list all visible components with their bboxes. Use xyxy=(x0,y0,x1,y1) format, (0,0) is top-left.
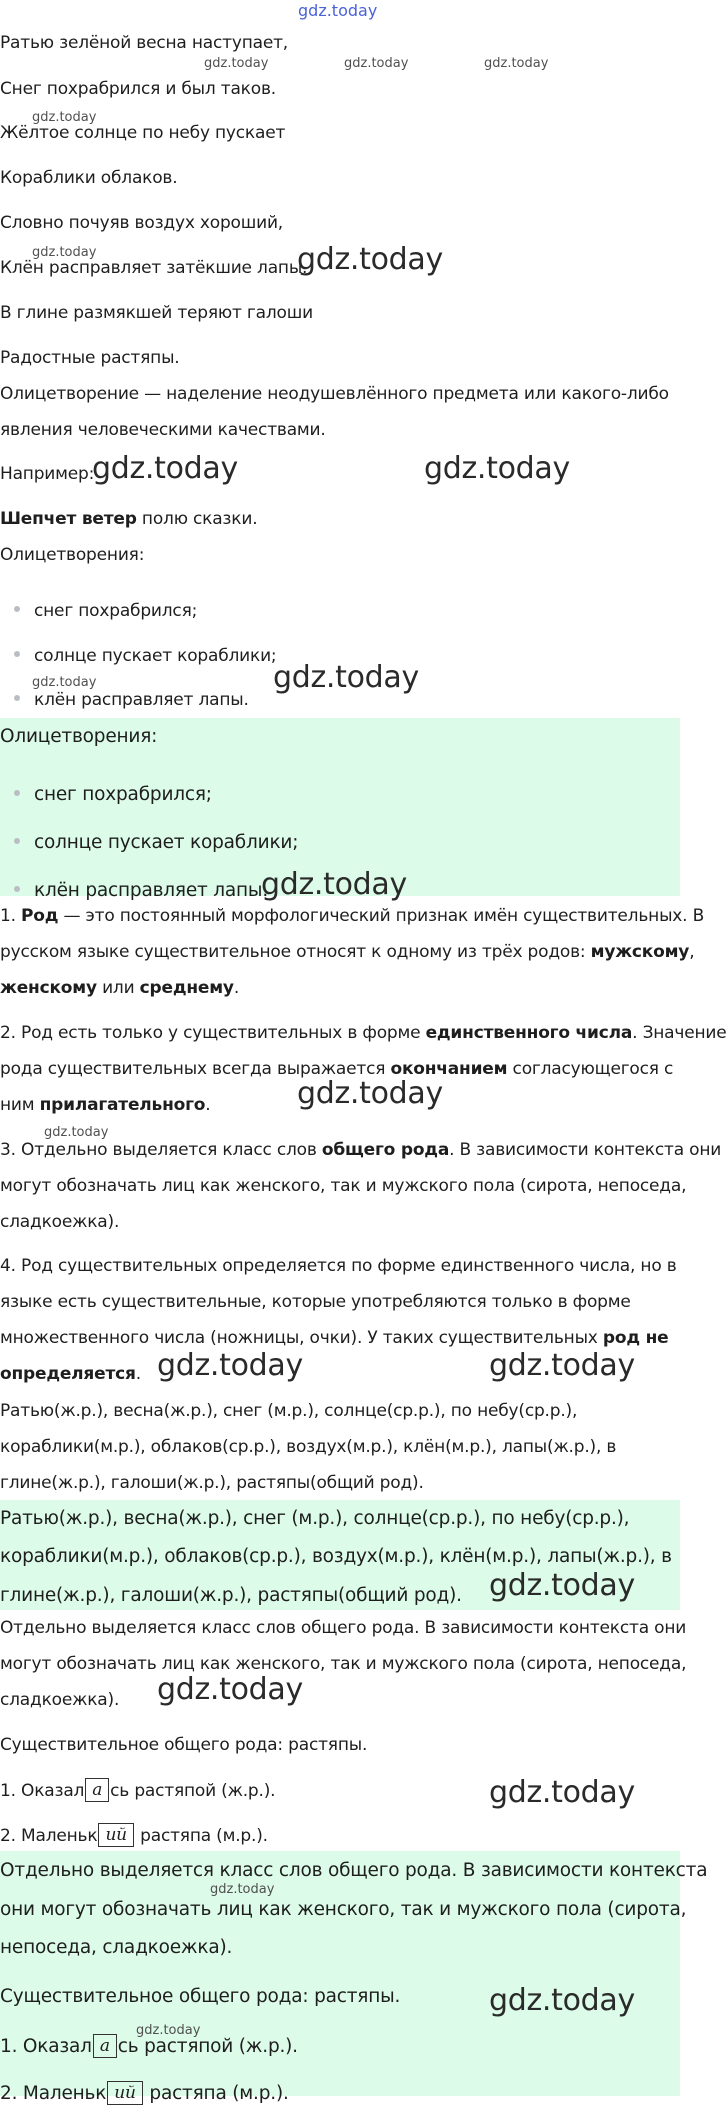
example-label: Например: xyxy=(0,464,95,484)
example-phrase-rest: полю сказки. xyxy=(136,509,258,529)
rule-4-line xyxy=(0,1328,678,1348)
example-text: 2. Маленьк xyxy=(0,1826,98,1846)
bullet-icon xyxy=(14,606,20,612)
rule-text: или xyxy=(96,978,140,998)
rule-text: . xyxy=(135,1364,141,1384)
rule-1-line xyxy=(0,978,678,998)
watermark: gdz.today xyxy=(297,1076,443,1111)
rule-text: . xyxy=(233,978,240,998)
bullet-icon xyxy=(14,838,20,844)
common-gender-example xyxy=(0,1779,678,1803)
example-text: 1. Оказал xyxy=(0,1781,85,1801)
bullet-icon xyxy=(14,695,20,701)
poem-line: Словно почуяв воздух хороший, xyxy=(0,213,283,233)
answer-block-common-gender xyxy=(0,1851,708,2096)
rule-text: рода существительных всегда выражается xyxy=(0,1059,391,1079)
watermark: gdz.today xyxy=(484,56,549,71)
watermark: gdz.today xyxy=(32,245,97,260)
rule-text: 1. xyxy=(0,906,22,926)
rule-text: . xyxy=(205,1095,211,1115)
rule-term: определяется xyxy=(0,1364,136,1384)
list-item-text: клён расправляет лапы. xyxy=(34,880,269,901)
bullet-icon xyxy=(14,790,20,796)
definition-line: явления человеческими качествами. xyxy=(0,420,326,440)
answer-common-gender-example xyxy=(0,2082,678,2106)
rule-text: русском языке существительное относят к одному из трёх родов: xyxy=(0,942,591,962)
example-text: растяпа (м.р.). xyxy=(143,2083,289,2104)
common-gender-noun: Существительное общего рода: растяпы. xyxy=(0,1735,368,1755)
rule-4-line: языке есть существительные, которые употребляются только в форме xyxy=(0,1292,631,1312)
rule-4-line: 4. Род существительных определяется по форме единственного числа, но в xyxy=(0,1256,677,1276)
watermark: gdz.today xyxy=(32,110,97,125)
watermark: gdz.today xyxy=(489,1775,635,1810)
watermark: gdz.today xyxy=(92,451,238,486)
rule-3-line: сладкоежка). xyxy=(0,1212,120,1232)
answer-genders-line: глине(ж.р.), галоши(ж.р.), растяпы(общий род). xyxy=(0,1585,462,1606)
ending-box: ий xyxy=(107,2081,143,2105)
site-logo[interactable]: gdz.today xyxy=(298,1,378,20)
rule-term: мужскому xyxy=(590,942,690,962)
list-item-text: солнце пускает кораблики; xyxy=(34,832,299,853)
list-item-text: клён расправляет лапы. xyxy=(34,690,249,710)
watermark: gdz.today xyxy=(261,867,407,902)
answer-common-gender-line: Отдельно выделяется класс слов общего рода. В зависимости контекста xyxy=(0,1860,708,1881)
ending-box: ий xyxy=(98,1823,134,1847)
rule-text: множественного числа (ножницы, очки). У таких существительных xyxy=(0,1328,603,1348)
common-gender-line: могут обозначать лиц как женского, так и мужского пола (сирота, непоседа, xyxy=(0,1654,687,1674)
answer-common-gender-example xyxy=(0,2035,678,2059)
watermark: gdz.today xyxy=(44,1125,109,1140)
rule-3-line xyxy=(0,1140,722,1160)
example-text: сь растяпой (ж.р.). xyxy=(117,2036,298,2057)
rule-term: женскому xyxy=(0,978,97,998)
watermark: gdz.today xyxy=(157,1348,303,1383)
common-gender-line: сладкоежка). xyxy=(0,1690,120,1710)
rule-2-line xyxy=(0,1059,678,1079)
watermark: gdz.today xyxy=(489,1568,635,1603)
poem-line: Ратью зелёной весна наступает, xyxy=(0,33,288,53)
rule-text: ним xyxy=(0,1095,40,1115)
rule-2-line xyxy=(0,1095,678,1115)
rule-text: . В зависимости контекста они xyxy=(449,1140,722,1160)
list-item xyxy=(14,601,692,621)
poem-line: Радостные растяпы. xyxy=(0,348,180,368)
rule-text: — это постоянный морфологический признак имён существительных. В xyxy=(58,906,705,926)
answer-list-item xyxy=(14,881,692,901)
rule-text: 2. Род есть только у существительных в форме xyxy=(0,1023,426,1043)
rule-term: прилагательного xyxy=(39,1095,206,1115)
answer-list-item xyxy=(14,833,692,853)
watermark: gdz.today xyxy=(344,56,409,71)
poem-line: Кораблики облаков. xyxy=(0,168,178,188)
rule-3-line: могут обозначать лиц как женского, так и мужского пола (сирота, непоседа, xyxy=(0,1176,687,1196)
ending-box: а xyxy=(85,1778,109,1802)
example-text: сь растяпой (ж.р.). xyxy=(110,1781,276,1801)
answer-common-gender-noun: Существительное общего рода: растяпы. xyxy=(0,1986,401,2007)
genders-line: глине(ж.р.), галоши(ж.р.), растяпы(общий род). xyxy=(0,1473,424,1493)
example-text: 1. Оказал xyxy=(0,2036,92,2057)
poem-line: Снег похрабрился и был таков. xyxy=(0,79,276,99)
example-text: растяпа (м.р.). xyxy=(134,1826,268,1846)
rule-term: окончанием xyxy=(390,1059,508,1079)
watermark: gdz.today xyxy=(489,1348,635,1383)
answer-common-gender-line: они могут обозначать лиц как женского, так и мужского пола (сирота, xyxy=(0,1899,687,1920)
rule-text: , xyxy=(689,942,695,962)
watermark: gdz.today xyxy=(424,451,570,486)
genders-line: Ратью(ж.р.), весна(ж.р.), снег (м.р.), солнце(ср.р.), по небу(ср.р.), xyxy=(0,1401,578,1421)
rule-text: 3. Отдельно выделяется класс слов xyxy=(0,1140,322,1160)
answer-common-gender-line: непоседа, сладкоежка). xyxy=(0,1937,233,1958)
answer-list-item xyxy=(14,785,692,805)
common-gender-line: Отдельно выделяется класс слов общего рода. В зависимости контекста они xyxy=(0,1618,687,1638)
watermark: gdz.today xyxy=(489,1983,635,2018)
poem-line: В глине размякшей теряют галоши xyxy=(0,303,313,323)
common-gender-example xyxy=(0,1824,678,1848)
genders-line: кораблики(м.р.), облаков(ср.р.), воздух(м.р.), клён(м.р.), лапы(ж.р.), в xyxy=(0,1437,617,1457)
rule-term: род не xyxy=(602,1328,669,1348)
bullet-icon xyxy=(14,886,20,892)
rule-text: согласующегося с xyxy=(507,1059,674,1079)
list-item xyxy=(14,646,692,666)
definition-line: Олицетворение — наделение неодушевлённого предмета или какого-либо xyxy=(0,384,669,404)
list-item xyxy=(14,690,692,710)
answer-heading: Олицетворения: xyxy=(0,726,158,747)
example-phrase xyxy=(0,509,678,529)
list-item-text: снег похрабрился; xyxy=(34,601,198,621)
rule-term: среднему xyxy=(139,978,234,998)
watermark: gdz.today xyxy=(297,242,443,277)
example-text: 2. Маленьк xyxy=(0,2083,107,2104)
watermark: gdz.today xyxy=(157,1672,303,1707)
poem-line: Жёлтое солнце по небу пускает xyxy=(0,123,286,143)
rule-4-line xyxy=(0,1364,678,1384)
poem-line: Клён расправляет затёкшие лапы. xyxy=(0,258,308,278)
rule-term: общего рода xyxy=(321,1140,450,1160)
bullet-icon xyxy=(14,651,20,657)
watermark: gdz.today xyxy=(273,660,419,695)
personifications-heading: Олицетворения: xyxy=(0,545,145,565)
ending-box: а xyxy=(93,2034,117,2058)
rule-term: Род xyxy=(21,906,59,926)
answer-genders-line: кораблики(м.р.), облаков(ср.р.), воздух(м.р.), клён(м.р.), лапы(ж.р.), в xyxy=(0,1546,672,1567)
watermark: gdz.today xyxy=(210,1882,275,1897)
example-phrase-bold: Шепчет ветер xyxy=(0,509,137,529)
rule-2-line xyxy=(0,1023,727,1043)
watermark: gdz.today xyxy=(136,2023,201,2038)
answer-genders-line: Ратью(ж.р.), весна(ж.р.), снег (м.р.), солнце(ср.р.), по небу(ср.р.), xyxy=(0,1508,630,1529)
list-item-text: солнце пускает кораблики; xyxy=(34,646,277,666)
list-item-text: снег похрабрился; xyxy=(34,784,212,805)
watermark: gdz.today xyxy=(32,675,97,690)
rule-1-line xyxy=(0,942,695,962)
rule-text: . Значение xyxy=(632,1023,727,1043)
rule-1-line xyxy=(0,906,705,926)
watermark: gdz.today xyxy=(204,56,269,71)
rule-term: единственного числа xyxy=(425,1023,633,1043)
